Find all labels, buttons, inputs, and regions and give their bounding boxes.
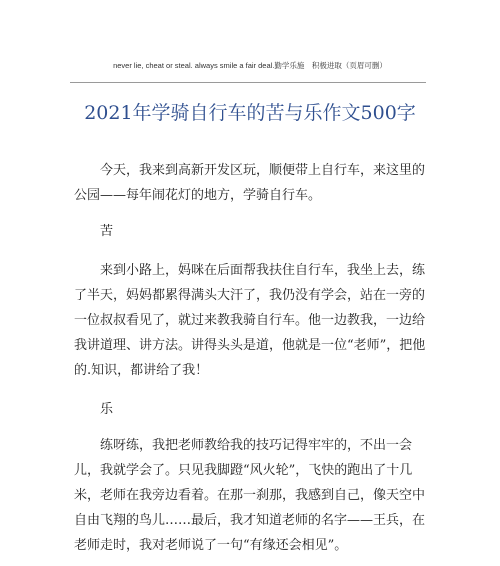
paragraph-intro	[74, 158, 430, 208]
section-heading-bitter: 苦	[100, 224, 114, 239]
paragraph-text: 来到小路上，妈咪在后面帮我扶住自行车，我坐上去，练了半天，妈妈都累得满头大汗了，我仍没有学会，站在一旁的一位叔叔看见了，就过来教我骑自行车。他一边教我，一边给我讲道理、讲方法。讲得头头是道，他就是一位“老师”，把他的.知识，都讲给了我！	[74, 263, 426, 378]
document-title: 2021年学骑自行车的苦与乐作文500字	[84, 102, 416, 124]
paragraph-text: 练呀练，我把老师教给我的技巧记得牢牢的，不出一会儿，我就学会了。只见我脚蹬“风火轮”，飞快的跑出了十几米，老师在我旁边看着。在那一刹那，我感到自己，像天空中自由飞翔的鸟儿……最后，我才知道老师的名字——王兵，在老师走时，我对老师说了一句“有缘还会相见”。	[74, 438, 426, 553]
section-heading-joy: 乐	[100, 402, 114, 417]
header-note: 勤学乐施 积极进取（页眉可删）	[274, 61, 387, 70]
paragraph-joy	[74, 433, 430, 558]
header-motto: never lie, cheat or steal. always smile a fair deal.	[113, 61, 275, 70]
page-header	[60, 60, 440, 72]
paragraph-bitter	[74, 258, 430, 383]
header-divider	[70, 82, 426, 83]
paragraph-text: 今天，我来到高新开发区玩，顺便带上自行车，来这里的公园——每年闹花灯的地方，学骑自行车。	[74, 163, 426, 203]
